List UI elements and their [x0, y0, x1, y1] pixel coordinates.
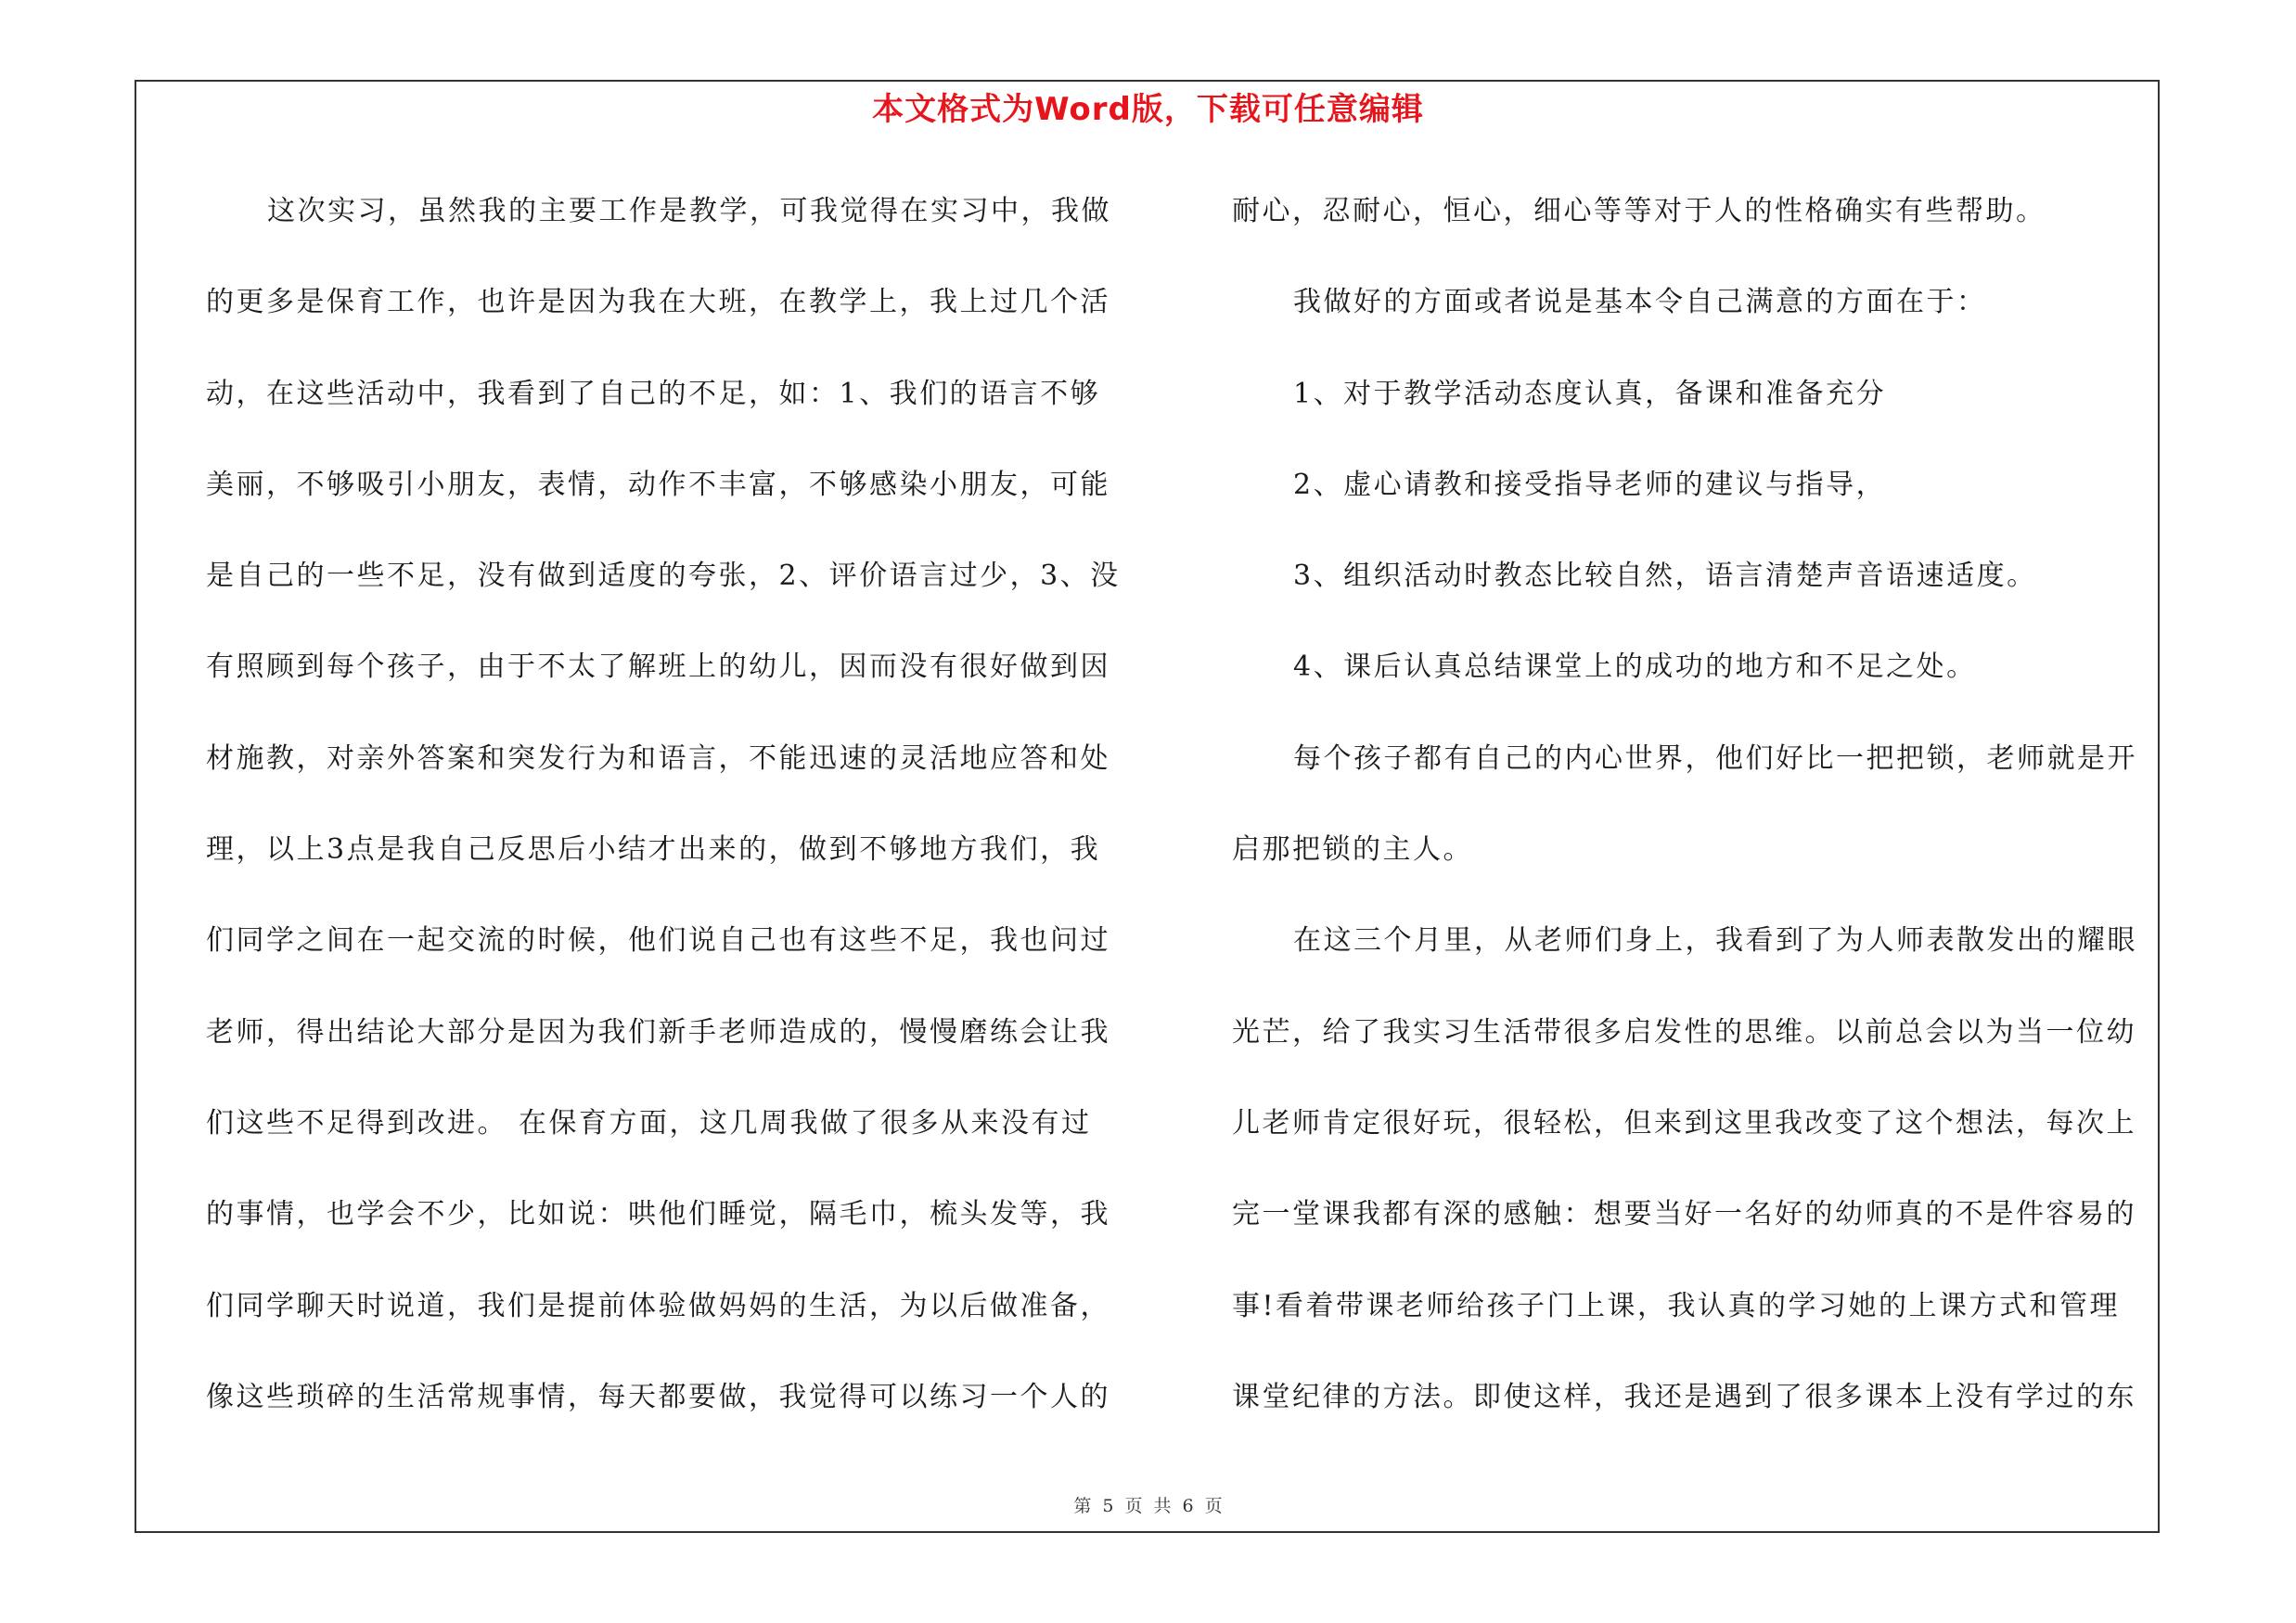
- text-line: 像这些琐碎的生活常规事情，每天都要做，我觉得可以练习一个人的: [206, 1380, 1110, 1413]
- left-text-column: [206, 184, 1124, 1461]
- text-line: 们同学聊天时说道，我们是提前体验做妈妈的生活，为以后做准备，: [206, 1289, 1110, 1322]
- text-line: 材施教，对亲外答案和突发行为和语言，不能迅速的灵活地应答和处: [206, 741, 1110, 775]
- text-line: 是自己的一些不足，没有做到适度的夸张，2、评价语言过少，3、没: [206, 560, 1121, 593]
- text-line: 们这些不足得到改进。 在保育方面，这几周我做了很多从来没有过: [206, 1106, 1092, 1140]
- list-item: 2、虚心请教和接受指导老师的建议与指导，: [1293, 468, 1887, 501]
- right-text-column: [1232, 184, 2150, 1461]
- list-item: 1、对于教学活动态度认真，备课和准备充分: [1293, 377, 1887, 410]
- text-line: 理，以上3点是我自己反思后小结才出来的，做到不够地方我们，我: [206, 833, 1101, 867]
- text-line: 美丽，不够吸引小朋友，表情，动作不丰富，不够感染小朋友，可能: [206, 468, 1110, 501]
- text-line: 有照顾到每个孩子，由于不太了解班上的幼儿，因而没有很好做到因: [206, 650, 1110, 684]
- text-line: 的事情，也学会不少，比如说：哄他们睡觉，隔毛巾，梳头发等，我: [206, 1198, 1110, 1231]
- text-line: 老师，得出结论大部分是因为我们新手老师造成的，慢慢磨练会让我: [206, 1015, 1110, 1049]
- text-line: 的更多是保育工作，也许是因为我在大班，在教学上，我上过几个活: [206, 286, 1110, 319]
- text-line: 我做好的方面或者说是基本令自己满意的方面在于：: [1293, 286, 1987, 319]
- text-line: 完一堂课我都有深的感触：想要当好一名好的幼师真的不是件容易的: [1232, 1198, 2136, 1231]
- list-item: 4、课后认真总结课堂上的成功的地方和不足之处。: [1293, 650, 1977, 684]
- text-line: 每个孩子都有自己的内心世界，他们好比一把把锁，老师就是开: [1293, 741, 2137, 775]
- text-line: 儿老师肯定很好玩，很轻松，但来到这里我改变了这个想法，每次上: [1232, 1106, 2136, 1140]
- text-line: 课堂纪律的方法。即使这样，我还是遇到了很多课本上没有学过的东: [1232, 1380, 2136, 1413]
- page-number: 第 5 页 共 6 页: [1073, 1496, 1223, 1516]
- text-line: 在这三个月里，从老师们身上，我看到了为人师表散发出的耀眼: [1293, 924, 2137, 958]
- text-line: 们同学之间在一起交流的时候，他们说自己也有这些不足，我也问过: [206, 924, 1110, 958]
- list-item: 3、组织活动时教态比较自然，语言清楚声音语速适度。: [1293, 560, 2037, 593]
- text-line: 耐心，忍耐心，恒心，细心等等对于人的性格确实有些帮助。: [1232, 195, 2046, 227]
- text-line: 事!看着带课老师给孩子门上课，我认真的学习她的上课方式和管理: [1232, 1289, 2121, 1322]
- text-line: 光芒，给了我实习生活带很多启发性的思维。以前总会以为当一位幼: [1232, 1015, 2136, 1049]
- text-line: 启那把锁的主人。: [1232, 833, 1473, 867]
- text-line: 动，在这些活动中，我看到了自己的不足，如：1、我们的语言不够: [206, 377, 1101, 410]
- format-banner: 本文格式为Word版，下载可任意编辑: [872, 91, 1424, 128]
- text-line: 这次实习，虽然我的主要工作是教学，可我觉得在实习中，我做: [267, 195, 1111, 227]
